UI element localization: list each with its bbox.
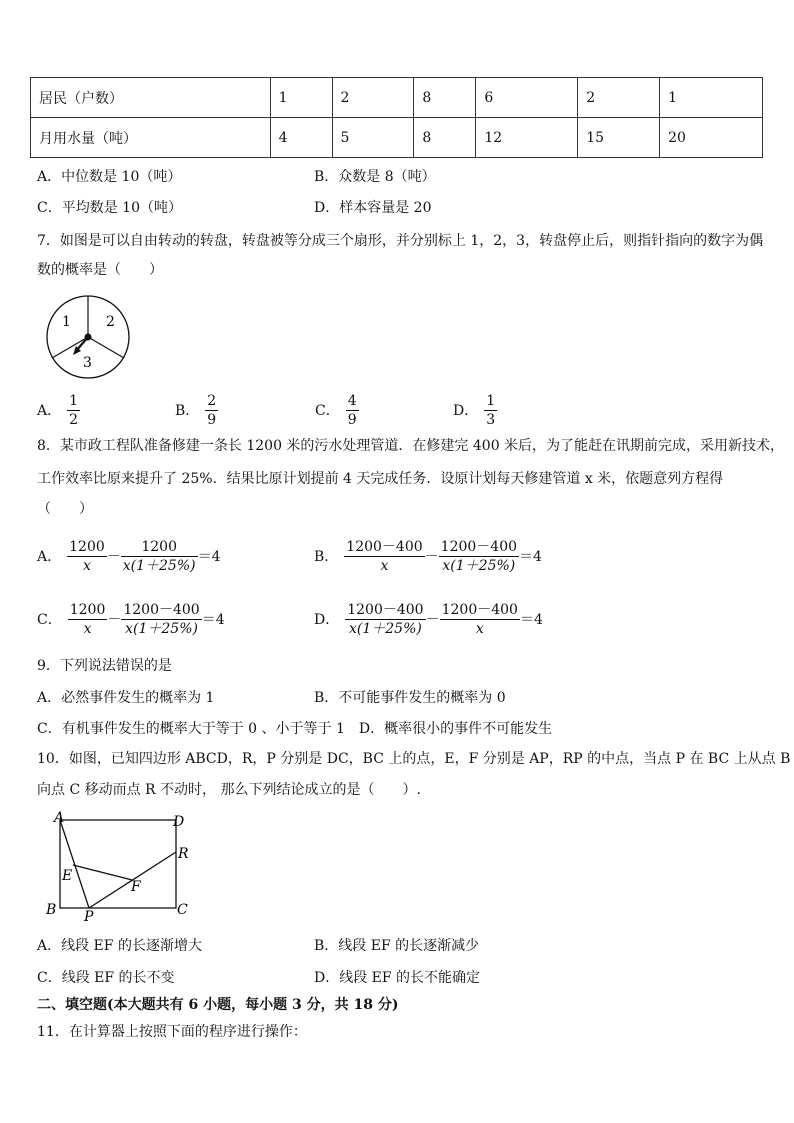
vertex-label-a: A [54,810,65,826]
q8-option-b: B． $\frac{1200-400}{x}$ － $\frac{1200-400}{x(1+25\%)}$ ＝4 [314,538,542,574]
q10-option-b: B．线段 EF 的长逐渐减少 [314,938,480,954]
sector-label-2: 2 [106,314,115,330]
row-header: 月用水量（吨） [31,118,271,158]
fraction: $\frac{1}{2}$ [69,392,79,428]
fraction: $\frac{2}{9}$ [207,392,217,428]
table-cell: 5 [332,118,414,158]
vertex-label-b: B [46,902,57,918]
fraction: $\frac{1200-400}{x}$ [346,538,423,574]
q9-option-cd: C．有机事件发生的概率大于等于 0 、小于等于 1 D．概率很小的事件不可能发生 [37,721,553,737]
q8-option-d: D． $\frac{1200-400}{x(1+25\%)}$ － $\frac{1200-400}{x}$ ＝4 [314,601,543,637]
q6-option-a: A．中位数是 10（吨） [37,169,182,185]
point-label-f: F [131,879,141,895]
table-row [31,118,763,158]
fraction: $\frac{1200-400}{x(1+25\%)}$ [123,601,200,637]
quadrilateral-figure [44,810,196,922]
point-label-e: E [62,868,73,884]
q9-option-a: A．必然事件发生的概率为 1 [37,690,215,706]
q10-stem-line1: 10．如图，已知四边形 ABCD，R，P 分别是 DC，BC 上的点，E，F 分别是 AP，RP 的中点，当点 P 在 BC 上从点 B [37,751,791,767]
q10-option-d: D．线段 EF 的长不能确定 [314,970,481,986]
table-cell: 12 [476,118,578,158]
q10-stem-line2: 向点 C 移动而点 R 不动时， 那么下列结论成立的是（ ）. [37,782,421,798]
segment-ap [60,820,89,908]
spinner-pivot [85,334,92,341]
rectangle-abcd [60,820,176,908]
row-header: 居民（户数） [31,78,271,118]
sector-label-3: 3 [83,355,92,371]
q6-option-d: D．样本容量是 20 [314,200,432,216]
fraction: $\frac{1200-400}{x(1+25\%)}$ [347,601,424,637]
q6-option-c: C．平均数是 10（吨） [37,200,182,216]
q7-stem-line1: 7．如图是可以自由转动的转盘，转盘被等分成三个扇形，并分别标上 1，2，3，转盘停止后，则指针指向的数字为偶 [37,233,764,249]
table-cell: 2 [578,78,660,118]
q6-option-b: B．众数是 8（吨） [314,169,436,185]
segment-ef [73,865,132,880]
table-cell: 1 [270,78,332,118]
q9-option-b: B．不可能事件发生的概率为 0 [314,690,506,706]
point-label-p: P [84,909,94,922]
table-cell: 1 [660,78,763,118]
sector-label-1: 1 [62,314,71,330]
q8-stem-line3: （ ） [37,501,93,517]
vertex-label-c: C [177,902,188,918]
fraction: $\frac{1200-400}{x(1+25\%)}$ [440,538,518,574]
spinner-figure [40,295,136,381]
fraction: $\frac{1200-400}{x}$ [441,601,518,637]
table-cell: 4 [270,118,332,158]
spinner-divider [88,337,124,358]
q7-option-a: A． $\frac{1}{2}$ [37,392,79,428]
fraction: $\frac{4}{9}$ [347,392,357,428]
table-cell: 20 [660,118,763,158]
water-usage-table [30,77,763,158]
table-cell: 6 [476,78,578,118]
q9-stem: 9．下列说法错误的是 [37,658,172,674]
fraction: $\frac{1}{3}$ [486,392,496,428]
point-label-r: R [178,846,189,862]
q8-stem-line2: 工作效率比原来提升了 25%．结果比原计划提前 4 天完成任务．设原计划每天修建管道 x 米，依题意列方程得 [37,471,724,487]
fraction: $\frac{1200}{x}$ [69,538,105,574]
q10-option-a: A．线段 EF 的长逐渐增大 [37,938,202,954]
q7-stem-line2: 数的概率是（ ） [37,262,163,278]
q7-option-d: D． $\frac{1}{3}$ [453,392,496,428]
table-cell: 8 [414,118,476,158]
table-cell: 8 [414,78,476,118]
table-cell: 2 [332,78,414,118]
q8-option-a: A． $\frac{1200}{x}$ － $\frac{1200}{x(1+25\%)}$ ＝4 [37,538,221,574]
q7-option-c: C． $\frac{4}{9}$ [315,392,357,428]
q11-stem: 11．在计算器上按照下面的程序进行操作： [37,1024,307,1040]
table-row [31,78,763,118]
fraction: $\frac{1200}{x}$ [69,601,106,637]
vertex-label-d: D [173,814,185,830]
section-heading: 二、填空题(本大题共有 6 小题，每小题 3 分，共 18 分) [37,997,399,1013]
q7-option-b: B． $\frac{2}{9}$ [175,392,217,428]
table-cell: 15 [578,118,660,158]
fraction: $\frac{1200}{x(1+25\%)}$ [122,538,196,574]
q10-option-c: C．线段 EF 的长不变 [37,970,175,986]
q8-stem-line1: 8．某市政工程队准备修建一条长 1200 米的污水处理管道．在修建完 400 米后，为了能赶在讯期前完成，采用新技术， [37,438,785,454]
q8-option-c: C． $\frac{1200}{x}$ － $\frac{1200-400}{x(1+25\%)}$ ＝4 [37,601,225,637]
